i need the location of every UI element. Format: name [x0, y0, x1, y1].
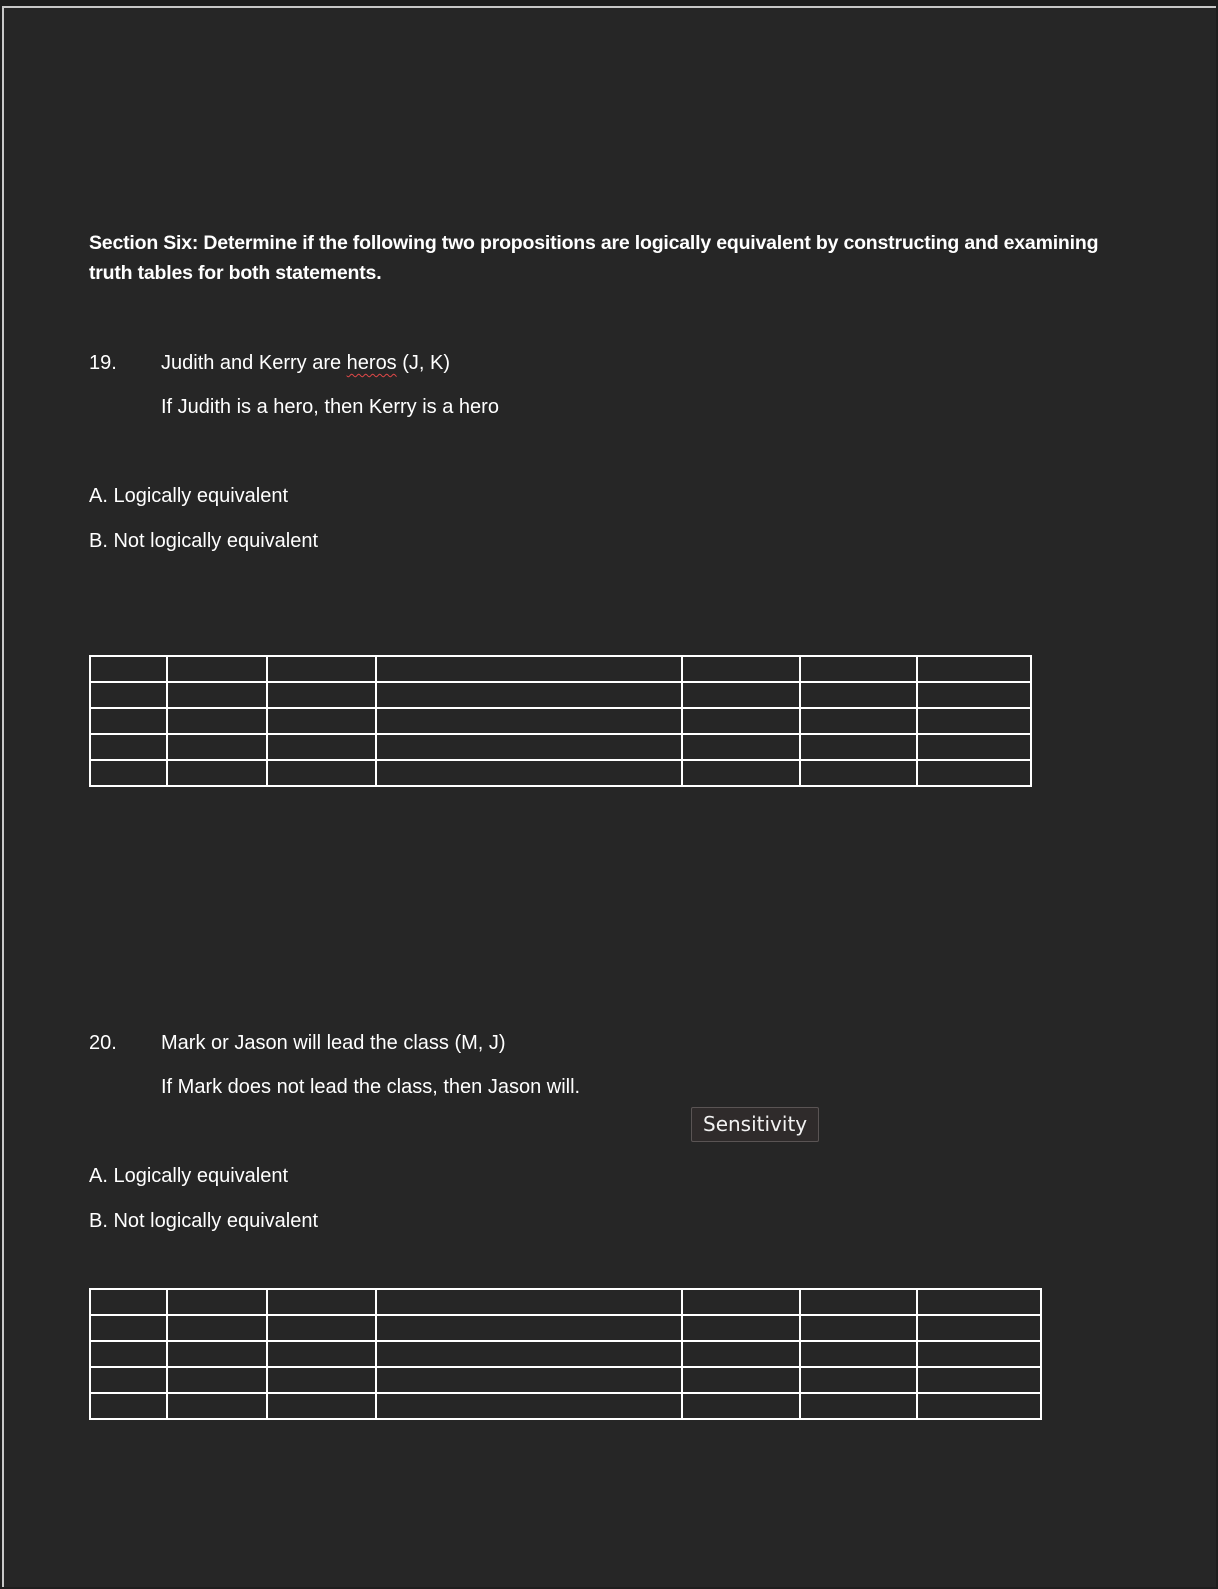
table-cell[interactable] [800, 1367, 917, 1393]
question-19-option-b[interactable]: B. Not logically equivalent [89, 530, 319, 552]
truth-table-20-body [90, 1289, 1041, 1419]
table-cell[interactable] [90, 1315, 167, 1341]
question-19-statement-1: Judith and Kerry are heros (J, K) [161, 352, 451, 374]
table-cell[interactable] [267, 1289, 376, 1315]
table-cell[interactable] [376, 656, 682, 682]
table-cell[interactable] [90, 656, 167, 682]
table-cell[interactable] [917, 682, 1031, 708]
table-cell[interactable] [167, 708, 267, 734]
table-cell[interactable] [90, 760, 167, 786]
table-cell[interactable] [917, 734, 1031, 760]
document-page [2, 6, 1216, 1587]
question-19-statement-2: If Judith is a hero, then Kerry is a hero [161, 396, 499, 418]
table-row [90, 760, 1031, 786]
table-cell[interactable] [376, 1315, 682, 1341]
question-20-statement-1: Mark or Jason will lead the class (M, J) [161, 1032, 506, 1054]
table-cell[interactable] [800, 708, 917, 734]
table-row [90, 708, 1031, 734]
table-cell[interactable] [167, 1367, 267, 1393]
question-20-option-b[interactable]: B. Not logically equivalent [89, 1210, 319, 1232]
table-cell[interactable] [167, 1393, 267, 1419]
table-cell[interactable] [267, 1367, 376, 1393]
table-cell[interactable] [682, 1341, 800, 1367]
table-cell[interactable] [167, 1315, 267, 1341]
table-cell[interactable] [800, 1393, 917, 1419]
table-row [90, 1341, 1041, 1367]
question-20-statement-2: If Mark does not lead the class, then Jason will. [161, 1076, 581, 1098]
table-cell[interactable] [800, 1315, 917, 1341]
table-cell[interactable] [90, 708, 167, 734]
table-cell[interactable] [376, 1341, 682, 1367]
table-row [90, 1289, 1041, 1315]
table-cell[interactable] [917, 1315, 1041, 1341]
table-cell[interactable] [917, 708, 1031, 734]
table-cell[interactable] [682, 656, 800, 682]
truth-table-19[interactable] [89, 655, 1032, 787]
table-cell[interactable] [682, 708, 800, 734]
table-cell[interactable] [917, 760, 1031, 786]
table-cell[interactable] [167, 760, 267, 786]
table-row [90, 1393, 1041, 1419]
table-cell[interactable] [167, 734, 267, 760]
table-row [90, 734, 1031, 760]
table-cell[interactable] [167, 1341, 267, 1367]
table-cell[interactable] [90, 1341, 167, 1367]
table-row [90, 656, 1031, 682]
truth-table-19-body [90, 656, 1031, 786]
question-19-option-a[interactable]: A. Logically equivalent [89, 485, 289, 507]
truth-table-20[interactable] [89, 1288, 1042, 1420]
table-cell[interactable] [90, 1289, 167, 1315]
question-number-19: 19. [89, 352, 117, 374]
spelling-error-word[interactable]: heros [346, 352, 397, 374]
table-cell[interactable] [800, 1289, 917, 1315]
table-cell[interactable] [682, 1367, 800, 1393]
table-cell[interactable] [267, 1315, 376, 1341]
table-cell[interactable] [267, 1393, 376, 1419]
table-cell[interactable] [90, 1393, 167, 1419]
table-cell[interactable] [682, 760, 800, 786]
table-cell[interactable] [267, 760, 376, 786]
table-cell[interactable] [376, 1393, 682, 1419]
table-cell[interactable] [917, 1393, 1041, 1419]
table-cell[interactable] [267, 734, 376, 760]
table-cell[interactable] [376, 682, 682, 708]
table-cell[interactable] [376, 1367, 682, 1393]
table-cell[interactable] [917, 1367, 1041, 1393]
table-cell[interactable] [800, 760, 917, 786]
table-cell[interactable] [917, 1341, 1041, 1367]
table-cell[interactable] [800, 682, 917, 708]
question-number-20: 20. [89, 1032, 117, 1054]
table-row [90, 1315, 1041, 1341]
table-row [90, 682, 1031, 708]
table-cell[interactable] [167, 682, 267, 708]
table-cell[interactable] [800, 734, 917, 760]
table-cell[interactable] [167, 1289, 267, 1315]
table-cell[interactable] [682, 1289, 800, 1315]
table-cell[interactable] [682, 1315, 800, 1341]
table-cell[interactable] [682, 682, 800, 708]
table-cell[interactable] [917, 656, 1031, 682]
table-cell[interactable] [376, 1289, 682, 1315]
table-cell[interactable] [90, 1367, 167, 1393]
table-row [90, 1367, 1041, 1393]
table-cell[interactable] [800, 656, 917, 682]
sensitivity-tooltip[interactable]: Sensitivity [691, 1107, 819, 1142]
table-cell[interactable] [682, 1393, 800, 1419]
table-cell[interactable] [267, 708, 376, 734]
table-cell[interactable] [267, 656, 376, 682]
table-cell[interactable] [90, 734, 167, 760]
table-cell[interactable] [267, 682, 376, 708]
table-cell[interactable] [800, 1341, 917, 1367]
table-cell[interactable] [167, 656, 267, 682]
table-cell[interactable] [376, 760, 682, 786]
table-cell[interactable] [376, 734, 682, 760]
question-20-option-a[interactable]: A. Logically equivalent [89, 1165, 289, 1187]
table-cell[interactable] [267, 1341, 376, 1367]
table-cell[interactable] [90, 682, 167, 708]
table-cell[interactable] [376, 708, 682, 734]
table-cell[interactable] [917, 1289, 1041, 1315]
table-cell[interactable] [682, 734, 800, 760]
section-heading: Section Six: Determine if the following two propositions are logically equivalent by constructing and examining truth tables for both statements. [89, 232, 1099, 284]
